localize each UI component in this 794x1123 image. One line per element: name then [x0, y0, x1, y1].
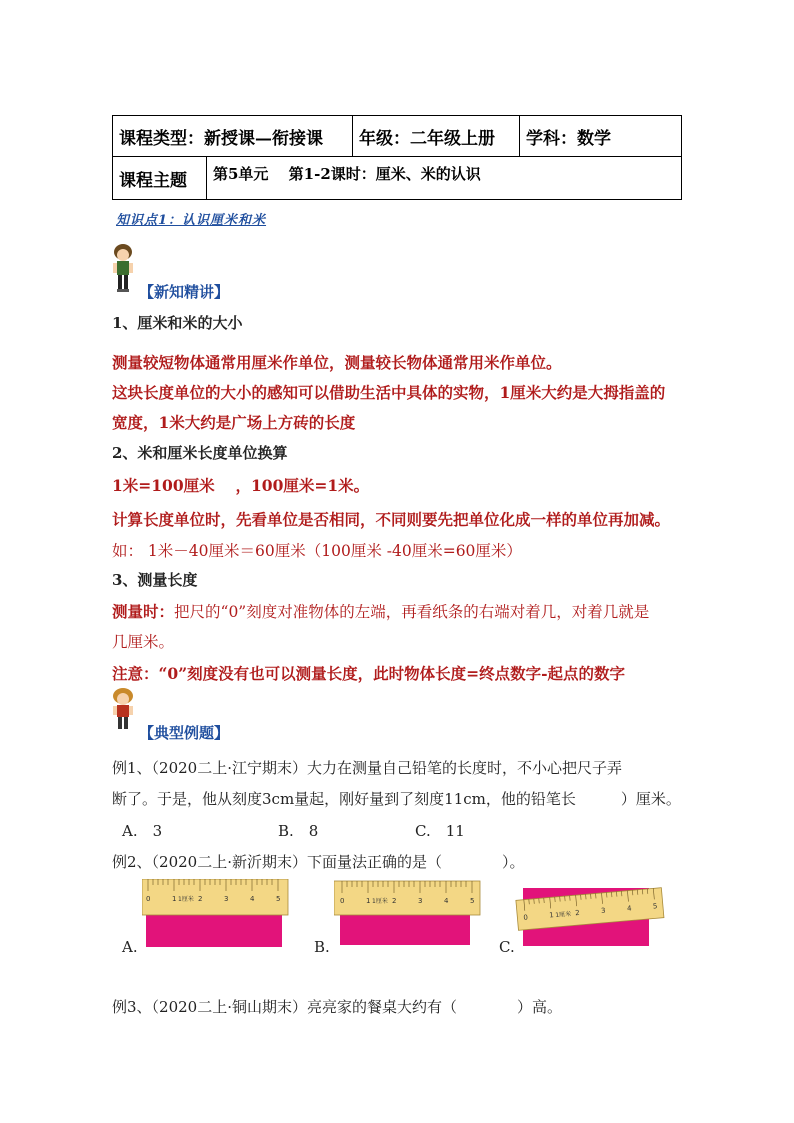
ruler-a — [142, 879, 288, 915]
example-3: 例3、（2020二上·铜山期末）亮亮家的餐桌大约有（ ）高。 — [112, 998, 562, 1016]
ruler-c-tick-1: 1 — [548, 911, 555, 920]
course-info-table — [112, 115, 682, 200]
knowledge-point-title: 知识点1：认识厘米和米 — [116, 213, 267, 228]
subject-cell: 学科：数学 — [520, 116, 682, 157]
ruler-b — [334, 881, 480, 915]
topic-label-cell: 课程主题 — [113, 157, 207, 200]
ruler-b-tick-4: 4 — [444, 897, 449, 905]
example-2: 例2、（2020二上·新沂期末）下面量法正确的是（ ）。 — [112, 853, 525, 871]
example-1a: 例1、（2020二上·江宁期末）大力在测量自己铅笔的长度时，不小心把尺子弄 — [112, 759, 622, 777]
ruler-a-tick-2: 2 — [198, 895, 203, 903]
ruler-a-tick-0: 0 — [146, 895, 151, 903]
paragraph-2a: 这块长度单位的大小的感知可以借助生活中具体的实物，1厘米大约是大拇指盖的 — [112, 383, 666, 402]
ex2-ruler-image-c[interactable] — [515, 882, 665, 952]
ruler-c-unit: 1厘米 — [555, 910, 572, 920]
measure-label: 测量时： — [112, 602, 175, 621]
ex2-ruler-image-a[interactable] — [142, 879, 292, 949]
ex1-option-b[interactable]: B. 8 — [278, 822, 319, 840]
heading-2: 2、米和厘米长度单位换算 — [112, 444, 288, 462]
mascot-girl-icon — [110, 687, 136, 733]
ruler-c-tick-4: 4 — [626, 904, 632, 913]
ex2-option-b[interactable]: B. — [314, 938, 330, 956]
ruler-a-tick-1: 1 — [172, 895, 177, 903]
example-1b: 断了。于是，他从刻度3cm量起，刚好量到了刻度11cm，他的铅笔长 ）厘米。 — [112, 790, 681, 808]
ruler-c-tick-3: 3 — [600, 906, 606, 916]
ruler-a-unit: 1厘米 — [178, 896, 194, 903]
ex2-option-a[interactable]: A. — [122, 938, 138, 956]
ruler-b-tick-1: 1 — [366, 897, 371, 905]
ruler-c-tick-0: 0 — [523, 913, 529, 922]
paragraph-1: 测量较短物体通常用厘米作单位，测量较长物体通常用米作单位。 — [112, 353, 562, 372]
ex1-option-a[interactable]: A. 3 — [122, 822, 163, 840]
paragraph-3: 1米=100厘米 ，100厘米=1米。 — [112, 476, 370, 495]
note-text: “0”刻度没有也可以测量长度，此时物体长度=终点数字-起点的数字 — [158, 664, 626, 683]
ruler-b-unit: 1厘米 — [372, 898, 388, 905]
examples-label: 【典型例题】 — [139, 724, 230, 742]
ex2-ruler-image-b[interactable] — [334, 879, 484, 949]
note-label: 注意： — [112, 664, 159, 683]
ruler-b-tick-5: 5 — [470, 897, 475, 905]
paragraph-4: 计算长度单位时，先看单位是否相同，不同则要先把单位化成一样的单位再加减。 — [112, 510, 671, 529]
paragraph-6a — [112, 600, 649, 622]
ruler-a-tick-3: 3 — [224, 895, 229, 903]
new-knowledge-label: 【新知精讲】 — [139, 283, 230, 301]
paragraph-6b: 几厘米。 — [112, 633, 175, 651]
heading-3: 3、测量长度 — [112, 571, 198, 589]
ruler-c-tick-5: 5 — [652, 902, 658, 911]
heading-1: 1、厘米和米的大小 — [112, 314, 243, 332]
paragraph-2b: 宽度，1米大约是广场上方砖的长度 — [112, 413, 356, 432]
course-type-cell: 课程类型：新授课—衔接课 — [113, 116, 353, 157]
paragraph-7 — [112, 662, 625, 684]
paragraph-5: 如： 1米－40厘米＝60厘米（100厘米 -40厘米=60厘米） — [112, 542, 522, 560]
ruler-a-tick-5: 5 — [276, 895, 281, 903]
ruler-a-tick-4: 4 — [250, 895, 255, 903]
ex1-option-c[interactable]: C. 11 — [415, 822, 465, 840]
ruler-c-tick-2: 2 — [574, 908, 581, 918]
ex2-option-c[interactable]: C. — [499, 938, 515, 956]
grade-cell: 年级：二年级上册 — [353, 116, 520, 157]
ruler-b-tick-0: 0 — [340, 897, 345, 905]
topic-value-cell: 第5单元 第1-2课时：厘米、米的认识 — [207, 157, 682, 200]
ruler-b-tick-3: 3 — [418, 897, 423, 905]
measure-text: 把尺的“0”刻度对准物体的左端，再看纸条的右端对着几，对着几就是 — [174, 603, 650, 621]
mascot-boy-icon — [110, 242, 136, 294]
ruler-b-tick-2: 2 — [392, 897, 397, 905]
